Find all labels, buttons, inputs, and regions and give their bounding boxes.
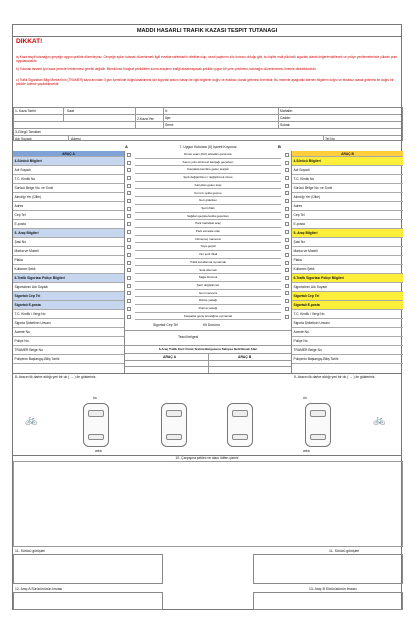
right-remarks-label: 11- Sürücü görüşleri <box>329 549 360 553</box>
sokak-label: Sokak: <box>280 123 291 127</box>
vehicle-a-field[interactable]: Cep Tel <box>13 211 124 220</box>
right-arka-label: arka <box>303 449 310 453</box>
vehicle-a-field[interactable]: Adı Soyadı <box>13 166 124 175</box>
circumstance-item: Kırmızı ışıkta geçme <box>135 190 281 198</box>
cadde-label: Cadde: <box>280 116 291 120</box>
circumstance-checkbox-b[interactable] <box>285 168 289 172</box>
right-diagram-caption: 9- Aracın ilk darbe aldığı yeri bir ok ( → ) ile gösteriniz. <box>294 375 376 379</box>
circumstance-checkbox-a[interactable] <box>127 168 131 172</box>
vehicle-a-field[interactable]: Sigorta Şirketinin Unvanı <box>13 319 124 328</box>
circumstance-checkbox-b[interactable] <box>285 253 289 257</box>
vehicle-b-field: Sigortalı Cep Tel <box>292 292 403 301</box>
circumstance-item: Dönüş yasağı <box>135 297 281 305</box>
tanik-adres-label: Adresi <box>71 137 81 141</box>
circumstance-checkbox-b[interactable] <box>285 261 289 265</box>
right-remarks-box[interactable] <box>253 554 403 584</box>
tanik-label: 3-Görgü Tanıkları <box>15 130 42 134</box>
vehicle-b-field[interactable]: Plaka <box>292 256 403 265</box>
left-arka-label: arka <box>95 449 102 453</box>
circumstance-checkbox-b[interactable] <box>285 214 289 218</box>
kaza-tarihi-label: 1- Kaza Tarihi <box>15 109 36 113</box>
tanik-adsoyad-label: Adı Soyadı <box>15 137 32 141</box>
circumstance-checkbox-a[interactable] <box>127 315 131 319</box>
vehicle-b-field[interactable]: Sigortalının Adı Soyadı <box>292 283 403 292</box>
circumstance-checkbox-b[interactable] <box>285 184 289 188</box>
circumstance-checkbox-b[interactable] <box>285 284 289 288</box>
vehicle-b-field[interactable]: Sürücü Belge No. ve Sınıfı <box>292 184 403 193</box>
circumstance-checkbox-a[interactable] <box>127 291 131 295</box>
circumstance-item: Kamu yolu dönmesi kavşağı geçerken <box>135 159 281 167</box>
sketch-area[interactable] <box>13 461 403 547</box>
vehicle-b-field: 4-Sürücü Bilgileri <box>292 157 403 166</box>
vehicle-a-field: Sigortalı Cep Tel <box>13 292 124 301</box>
circumstance-item: Sola dönmek <box>135 267 281 275</box>
circumstance-item: Şerit değiştirmek <box>135 282 281 290</box>
left-signature-box[interactable] <box>13 592 163 610</box>
vehicle-b-field[interactable]: Poliçenin Başlangıç-Bitiş Tarihi <box>292 355 403 364</box>
right-signature-box[interactable] <box>253 592 403 610</box>
tescil-label: Tescil belgesi <box>178 335 199 339</box>
circumstance-item: Kavşakta kendine gelen araçlar <box>135 166 281 174</box>
saat-label: Saat <box>67 109 74 113</box>
vehicle-a-field[interactable]: Kullanım Şekli <box>13 265 124 274</box>
il-label: İl: <box>165 109 168 113</box>
circumstance-checkbox-b[interactable] <box>285 307 289 311</box>
vehicle-a-column <box>13 151 125 373</box>
circumstance-checkbox-a[interactable] <box>127 214 131 218</box>
vehicle-b-field: Sigortalı E-posta <box>292 301 403 310</box>
vehicle-b-field[interactable]: Adres <box>292 202 403 211</box>
vehicle-b-field[interactable]: Alındığı Yer (Ülke) <box>292 193 403 202</box>
circumstance-checkbox-a[interactable] <box>127 222 131 226</box>
vehicle-a-field[interactable]: Şasi No <box>13 238 124 247</box>
circumstance-checkbox-a[interactable] <box>127 161 131 165</box>
warning-text-c: c) Trafik Sigortaları Bilgi Merkezi'nin (TRAMER) kaza anından 3 gün içerisinde doğrulanabilmesi için sigortalı aracın hasarı ile ilgili bilgilerin doğru ve eksiksiz olarak girilmesi önemlidir. Bu nedenle aşağıdaki istenen bilgilerin doğru ve eksiksiz olarak girilmesi ile doğru bir şekilde ödeme yapılabilecektir. <box>16 78 394 87</box>
vehicle-a-field[interactable]: TRAMER Belge No <box>13 346 124 355</box>
circumstance-checkbox-b[interactable] <box>285 191 289 195</box>
circumstances-column <box>125 151 291 322</box>
circumstance-item: Trafik kurallarına uymamak <box>135 259 281 267</box>
circumstance-checkbox-b[interactable] <box>285 315 289 319</box>
circumstance-checkbox-a[interactable] <box>127 268 131 272</box>
circumstance-checkbox-a[interactable] <box>127 199 131 203</box>
vehicle-b-field[interactable]: Cep Tel <box>292 211 403 220</box>
circumstance-item: Karşıdan gelen araç <box>135 182 281 190</box>
circumstance-checkbox-b[interactable] <box>285 207 289 211</box>
circumstance-item: Durma yasağı <box>135 305 281 313</box>
right-signature-label: 13- Araç B Sürücüsünün İmzası <box>309 587 357 591</box>
vehicle-a-field[interactable]: T.C. Kimlik / Vergi No <box>13 310 124 319</box>
kaza-yeri-label: 2-Kaza Yeri <box>137 117 155 121</box>
arac-b-mini-label: ARAÇ B <box>238 355 252 359</box>
mid-right-car-icon[interactable] <box>227 403 253 447</box>
circumstance-checkbox-b[interactable] <box>285 176 289 180</box>
circumstance-checkbox-b[interactable] <box>285 299 289 303</box>
circumstance-checkbox-b[interactable] <box>285 245 289 249</box>
circumstance-item: Geri manevra <box>135 290 281 298</box>
vehicle-a-field[interactable]: Plaka <box>13 256 124 265</box>
circumstance-checkbox-b[interactable] <box>285 276 289 280</box>
left-on-label: ön <box>93 396 97 400</box>
vehicle-a-field[interactable]: Poliçenin Başlangıç-Bitiş Tarihi <box>13 355 124 364</box>
vehicle-b-field[interactable]: Poliçe No <box>292 337 403 346</box>
vehicle-a-field[interactable]: Acente No <box>13 328 124 337</box>
right-motorbike-icon[interactable]: 🚲 <box>373 415 386 426</box>
left-car-icon[interactable] <box>83 403 109 447</box>
arac-a-mini-label: ARAÇ A <box>163 355 177 359</box>
vehicle-a-field[interactable]: Sürücü Belge No. ve Sınıfı <box>13 184 124 193</box>
vehicle-b-field[interactable]: Acente No <box>292 328 403 337</box>
circumstance-item: Yaya geçidi <box>135 243 281 251</box>
vehicle-a-header: ARAÇ A <box>13 151 124 157</box>
circumstance-item: Şerit ihlalı <box>135 205 281 213</box>
circumstance-item: Geri giderken <box>135 197 281 205</box>
circumstance-checkbox-a[interactable] <box>127 245 131 249</box>
tanik-tel-label: Tel No <box>325 137 335 141</box>
circumstance-checkbox-b[interactable] <box>285 238 289 242</box>
circumstance-checkbox-a[interactable] <box>127 253 131 257</box>
vehicle-b-field[interactable]: E-posta <box>292 220 403 229</box>
circumstance-checkbox-b[interactable] <box>285 222 289 226</box>
circumstance-checkbox-b[interactable] <box>285 153 289 157</box>
left-diagram-caption: 8- Aracın ilk darbe aldığı yeri bir ok ( → ) ile gösteriniz. <box>15 375 97 379</box>
circumstance-item: Park halindeki araç <box>135 220 281 228</box>
left-signature-label: 12- Araç A Sürücüsünün İmzası <box>15 587 63 591</box>
mahalle-label: Mahalle: <box>280 109 293 113</box>
circumstance-checkbox-b[interactable] <box>285 291 289 295</box>
left-remarks-label: 11- Sürücü görüşleri <box>15 549 46 553</box>
vehicle-b-field[interactable]: Şasi No <box>292 238 403 247</box>
circumstance-item: Dönemeç manevra <box>135 236 281 244</box>
cep-tel-mid-label: Sigortalı Cep Tel <box>153 323 178 327</box>
vehicle-b-field[interactable]: Sigorta Şirketinin Unvanı <box>292 319 403 328</box>
left-remarks-box[interactable] <box>13 554 163 584</box>
circumstance-checkbox-b[interactable] <box>285 161 289 165</box>
circumstance-item: Duran aracı (bizi) arkadan çarpması <box>135 151 281 159</box>
circumstance-checkbox-a[interactable] <box>127 184 131 188</box>
circumstance-item: Şerit değiştirirken / değiştirmek üzere <box>135 174 281 182</box>
accident-report-form <box>12 24 402 610</box>
circumstance-item: Park etmekte olan <box>135 228 281 236</box>
vehicle-b-field[interactable]: TRAMER Belge No <box>292 346 403 355</box>
warning-heading: DİKKAT! <box>16 38 43 45</box>
col-a-letter: A <box>125 145 128 149</box>
mid-left-car-icon[interactable] <box>161 403 187 447</box>
warning-text-b: b) Tutanak tanzimi için kaza yerinde beklenmesi gerekli değildir. Mümkünse fotoğraf çekildikten sonra araçların trafiği aksatmayacak şekilde uygun bir yere çekilmesi, tutanağın düzenlenmesi önemle dikkatinizdedir. <box>16 67 317 71</box>
vehicle-b-header: ARAÇ B <box>292 151 403 157</box>
right-car-icon[interactable] <box>305 403 331 447</box>
vehicle-b-field[interactable]: Adı Soyadı <box>292 166 403 175</box>
vehicle-b-field[interactable]: T.C. Kimlik / Vergi No <box>292 310 403 319</box>
circumstance-item: Kavşakta geçiş önceliğine uymamak <box>135 313 281 321</box>
circumstance-checkbox-b[interactable] <box>285 230 289 234</box>
circumstance-checkbox-a[interactable] <box>127 299 131 303</box>
circumstance-checkbox-a[interactable] <box>127 207 131 211</box>
vehicle-b-column <box>291 151 403 373</box>
mid-heading: 7- Uygun Kutulara (X) İşareti Koyunuz <box>179 145 237 149</box>
circumstance-checkbox-a[interactable] <box>127 284 131 288</box>
circumstance-checkbox-a[interactable] <box>127 261 131 265</box>
sketch-title: 10- Çarpışma şeklini ve olanı lütfen çiziniz <box>175 456 239 460</box>
vehicle-a-field[interactable]: Adres <box>13 202 124 211</box>
vehicle-a-field: 5- Araç Bilgileri <box>13 229 124 238</box>
vehicle-b-field[interactable]: T.C. Kimlik No <box>292 175 403 184</box>
ilce-label: İlçe: <box>165 116 172 120</box>
vehicle-a-field: 4-Sürücü Bilgileri <box>13 157 124 166</box>
vehicle-b-field: 5- Araç Bilgileri <box>292 229 403 238</box>
form-title: MADDİ HASARLI TRAFİK KAZASI TESPİT TUTANAĞI <box>136 28 278 34</box>
circumstance-checkbox-a[interactable] <box>127 276 131 280</box>
col-b-letter: B <box>278 145 281 149</box>
vehicle-b-field[interactable]: Kullanım Şekli <box>292 265 403 274</box>
vehicle-a-field[interactable]: E-posta <box>13 220 124 229</box>
vehicle-a-field: Sigortalı E-posta <box>13 301 124 310</box>
vehicle-a-field[interactable]: Marka ve Modeli <box>13 247 124 256</box>
vehicle-a-field[interactable]: Sigortalının Adı Soyadı <box>13 283 124 292</box>
left-motorbike-icon[interactable]: 🚲 <box>25 415 38 426</box>
circumstance-checkbox-b[interactable] <box>285 199 289 203</box>
kit-durumu-label: Kit Durumu <box>203 323 220 327</box>
circumstance-checkbox-a[interactable] <box>127 230 131 234</box>
mid-ruler-label: 6-Araç Trafik Kart Ürünü Teslimi Bulgusuna Sahipse Belirtilecek Alan <box>158 347 258 351</box>
circumstance-checkbox-a[interactable] <box>127 307 131 311</box>
semt-label: Semt: <box>165 123 174 127</box>
circumstance-item: Yan şerit ihlali <box>135 251 281 259</box>
circumstance-checkbox-a[interactable] <box>127 153 131 157</box>
circumstance-checkbox-a[interactable] <box>127 238 131 242</box>
circumstance-item: Sağdan geçişte/solda geçerken <box>135 213 281 221</box>
vehicle-a-field[interactable]: T.C. Kimlik No <box>13 175 124 184</box>
vehicle-b-field[interactable]: Marka ve Modeli <box>292 247 403 256</box>
vehicle-a-field[interactable]: Poliçe No <box>13 337 124 346</box>
circumstance-checkbox-a[interactable] <box>127 191 131 195</box>
circumstance-item: Sağa dönmek <box>135 274 281 282</box>
vehicle-b-field: 6-Trafik Sigortası Poliçe Bilgileri <box>292 274 403 283</box>
circumstance-checkbox-b[interactable] <box>285 268 289 272</box>
right-on-label: ön <box>303 396 307 400</box>
warning-text-a: a) Kaza tespit tutanağını gerçeğe uygun şekilde düzenleyiniz. Gerçeğe aykırı tutanak düzenlemek ilgili evrakta sahtekarlık nitelikte olup, cezai yaptırımı söz konusu olduğu gibi, bu kişiler mali yükümlü sigortalı olarak değerlendirilecek ve poliçe yenilemelerinde yüksek prim uygulanacaktır. <box>16 55 398 64</box>
vehicle-a-field: 6-Trafik Sigortası Poliçe Bilgileri <box>13 274 124 283</box>
circumstance-checkbox-a[interactable] <box>127 176 131 180</box>
vehicle-a-field[interactable]: Alındığı Yer (Ülke) <box>13 193 124 202</box>
